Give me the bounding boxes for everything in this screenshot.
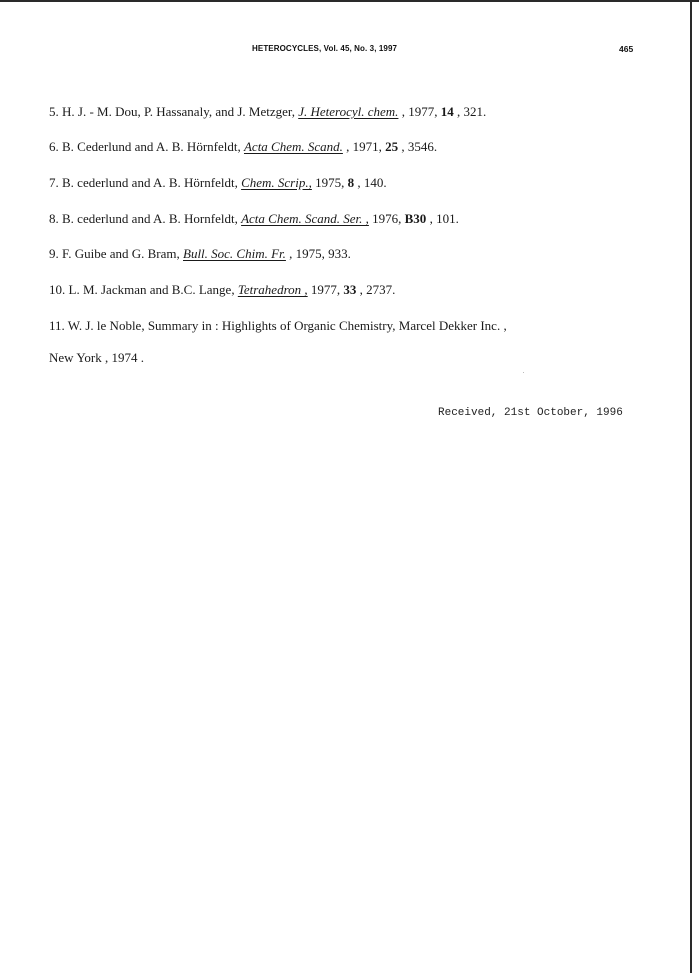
ref-journal: Bull. Soc. Chim. Fr. xyxy=(183,246,286,261)
ref-authors: 10. L. M. Jackman and B.C. Lange, xyxy=(49,282,238,297)
ref-year: , 1971, xyxy=(342,139,386,154)
reference-5 xyxy=(49,104,486,120)
page-number: 465 xyxy=(619,44,634,54)
page-right-edge xyxy=(690,0,692,973)
ref-year: 1977, xyxy=(307,282,344,297)
ref-year: , 1977, xyxy=(398,104,441,119)
ref-pages: , 321. xyxy=(453,104,487,119)
page-top-edge xyxy=(0,0,699,2)
ref-year: 1976, xyxy=(368,211,405,226)
ref-volume: 25 xyxy=(385,139,399,154)
ref-authors: 9. F. Guibe and G. Bram, xyxy=(49,246,183,261)
ref-journal: Acta Chem. Scand. Ser. , xyxy=(241,211,369,226)
ref-authors: 7. B. cederlund and A. B. Hörnfeldt, xyxy=(49,175,242,190)
ref-volume: B30 xyxy=(404,211,427,226)
ref-journal: Chem. Scrip., xyxy=(241,175,312,190)
ref-authors: 6. B. Cederlund and A. B. Hörnfeldt, xyxy=(49,139,244,154)
reference-9 xyxy=(49,246,351,262)
ref-pages: , 3546. xyxy=(398,139,438,154)
ref-pages: , 101. xyxy=(426,211,459,226)
ref-journal: J. Heterocyl. chem. xyxy=(298,104,399,119)
ref-authors: 8. B. cederlund and A. B. Hornfeldt, xyxy=(49,211,242,226)
reference-7 xyxy=(49,175,387,191)
running-header: HETEROCYCLES, Vol. 45, No. 3, 1997 xyxy=(252,44,398,53)
ref-pages: , 140. xyxy=(354,175,387,190)
scan-speck xyxy=(523,372,524,373)
received-date: Received, 21st October, 1996 xyxy=(438,407,623,419)
ref-journal: Tetrahedron , xyxy=(237,282,308,297)
ref-journal: Acta Chem. Scand. xyxy=(243,139,343,154)
ref-volume: 14 xyxy=(440,104,454,119)
reference-11-line-1: 11. W. J. le Noble, Summary in : Highlights of Organic Chemistry, Marcel Dekker Inc. , xyxy=(49,318,507,333)
ref-year: 1975, xyxy=(311,175,348,190)
reference-10 xyxy=(49,282,395,298)
ref-year: , 1975, 933. xyxy=(285,246,351,261)
reference-6 xyxy=(49,139,437,155)
ref-volume: 33 xyxy=(343,282,357,297)
reference-8 xyxy=(49,211,459,227)
ref-pages: , 2737. xyxy=(356,282,396,297)
reference-11-line-2: New York , 1974 . xyxy=(49,350,144,365)
ref-authors: 5. H. J. - M. Dou, P. Hassanaly, and J. Metzger, xyxy=(49,104,299,119)
ref-volume: 8 xyxy=(347,175,355,190)
